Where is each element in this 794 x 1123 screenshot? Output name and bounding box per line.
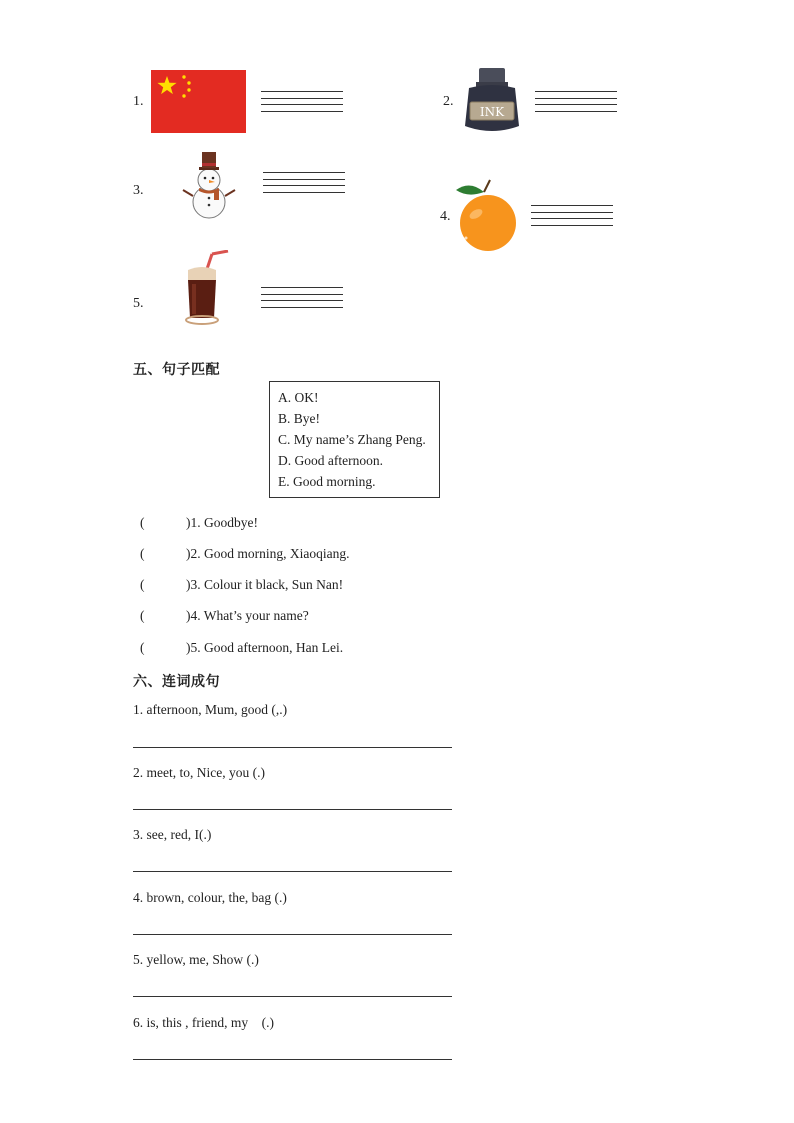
options-box	[269, 381, 440, 498]
write-lines-5[interactable]	[261, 287, 343, 308]
write-lines-1[interactable]	[261, 91, 343, 112]
option-d: D. Good afternoon.	[278, 453, 383, 468]
answer-line-2[interactable]	[133, 809, 452, 810]
item-number-3: 3.	[133, 183, 144, 198]
write-lines-3[interactable]	[263, 172, 345, 193]
option-b: B. Bye!	[278, 411, 320, 426]
answer-blank[interactable]: (	[140, 577, 145, 592]
match-item-4[interactable]	[140, 608, 309, 624]
ink-label-text: INK	[479, 105, 505, 119]
orange-image	[454, 178, 520, 252]
answer-line-6[interactable]	[133, 1059, 452, 1060]
china-flag-image	[151, 70, 246, 133]
answer-blank[interactable]: (	[140, 640, 145, 655]
reorder-question-3: 3. see, red, I(.)	[133, 827, 212, 842]
answer-line-4[interactable]	[133, 934, 452, 935]
section6-heading: 六、连词成句	[133, 674, 220, 690]
match-text: )4. What’s your name?	[186, 608, 309, 623]
match-text: )1. Goodbye!	[186, 515, 258, 530]
answer-line-1[interactable]	[133, 747, 452, 748]
reorder-question-2: 2. meet, to, Nice, you (.)	[133, 765, 265, 780]
snowman-image	[181, 150, 237, 220]
option-e: E. Good morning.	[278, 474, 376, 489]
match-item-5[interactable]	[140, 640, 343, 656]
match-text: )2. Good morning, Xiaoqiang.	[186, 546, 350, 561]
match-item-2[interactable]	[140, 546, 349, 562]
option-a: A. OK!	[278, 390, 319, 405]
reorder-question-1: 1. afternoon, Mum, good (,.)	[133, 702, 288, 717]
answer-blank[interactable]: (	[140, 515, 145, 530]
option-c: C. My name’s Zhang Peng.	[278, 432, 426, 447]
ink-bottle-image	[463, 68, 521, 134]
write-lines-2[interactable]	[535, 91, 617, 112]
reorder-question-4: 4. brown, colour, the, bag (.)	[133, 890, 287, 905]
item-number-1: 1.	[133, 94, 144, 109]
write-lines-4[interactable]	[531, 205, 613, 226]
item-number-4: 4.	[440, 209, 451, 224]
reorder-question-6: 6. is, this , friend, my (.)	[133, 1015, 274, 1030]
cola-drink-image	[182, 250, 232, 326]
match-item-1[interactable]	[140, 515, 258, 531]
answer-line-3[interactable]	[133, 871, 452, 872]
match-item-3[interactable]	[140, 577, 343, 593]
match-text: )5. Good afternoon, Han Lei.	[186, 640, 344, 655]
answer-blank[interactable]: (	[140, 608, 145, 623]
reorder-question-5: 5. yellow, me, Show (.)	[133, 952, 259, 967]
match-text: )3. Colour it black, Sun Nan!	[186, 577, 344, 592]
answer-blank[interactable]: (	[140, 546, 145, 561]
answer-line-5[interactable]	[133, 996, 452, 997]
item-number-2: 2.	[443, 94, 454, 109]
section5-heading: 五、句子匹配	[133, 362, 220, 378]
item-number-5: 5.	[133, 296, 144, 311]
